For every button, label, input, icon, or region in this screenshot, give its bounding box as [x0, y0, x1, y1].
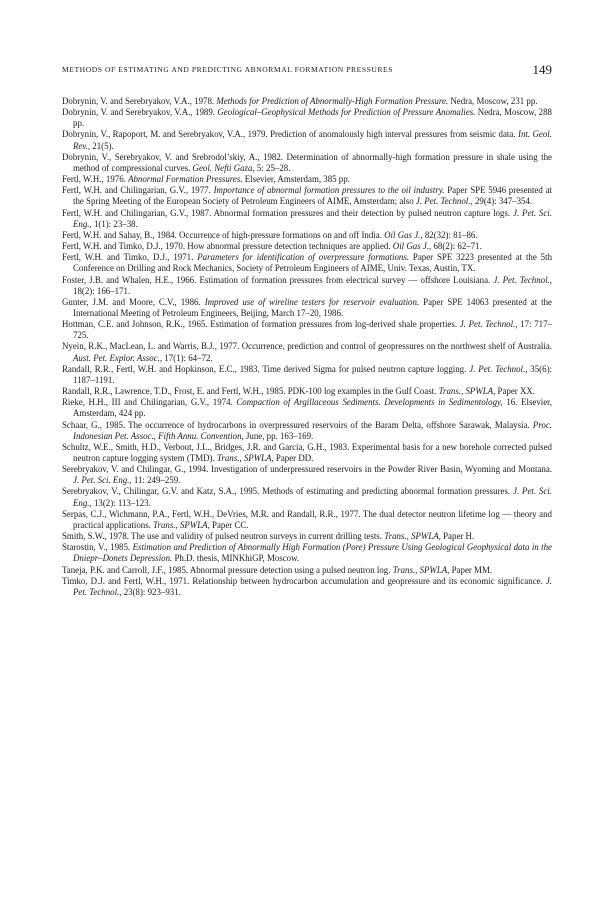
reference-text: 18(2): 166–171. [73, 285, 131, 296]
reference-entry [62, 152, 552, 174]
reference-italic-title: Trans., SPWLA, [438, 386, 496, 397]
reference-entry [62, 230, 552, 241]
reference-entry [62, 241, 552, 252]
reference-text: 1(1): 23–38. [91, 218, 138, 229]
reference-text: Paper SPE 14063 presented at the International Meeting of Petroleum Engineers, Beijing, March 17–20, 1986. [73, 296, 552, 318]
reference-italic-title: Compaction of Argillaceous Sediments. Developments in Sedimentology, [236, 397, 503, 408]
reference-text: 29(4): 347–354. [472, 196, 533, 207]
reference-italic-title: Trans., SPWLA, [392, 564, 450, 575]
reference-entry [62, 386, 552, 397]
reference-italic-title: Aust. Pet. Explor. Assoc., [73, 352, 163, 363]
reference-text: 82(32): 81–86. [422, 229, 478, 240]
page-number: 149 [532, 62, 552, 77]
reference-italic-title: Proc. Indonesian Pet. Assoc., Fifth Annu. Convention, [73, 419, 552, 441]
reference-italic-title: J. Pet. Sci. Eng., [73, 207, 552, 229]
reference-entry [62, 420, 552, 442]
reference-text: Nedra, Moscow, 231 pp. [448, 96, 538, 106]
reference-text: 11: 249–259. [131, 475, 181, 486]
reference-entry [62, 174, 552, 185]
reference-entry [62, 319, 552, 341]
reference-text: Paper DD. [273, 453, 314, 463]
reference-italic-title: Improved use of wireline testers for reservoir evaluation. [204, 296, 420, 307]
reference-text: Smith, S.W., 1978. The use and validity of pulsed neutron surveys in current drilling tests. [62, 531, 385, 542]
reference-entry [62, 565, 552, 576]
reference-text: 21(5). [90, 140, 114, 151]
reference-text: 35(6): 1187–1191. [73, 363, 552, 385]
reference-text: Gunter, J.M. and Moore, C.V., 1986. [62, 296, 205, 307]
reference-italic-title: J. Pet. Technol., [469, 363, 528, 374]
reference-italic-title: Trans., SPWLA, [153, 519, 210, 530]
reference-text: Paper SPE 5946 presented at the Spring Meeting of the European Society of Petroleum Engineers of AIME, Amsterdam; also [73, 185, 552, 207]
reference-italic-title: Oil Gas J., [392, 241, 432, 252]
reference-italic-title: Geological–Geophysical Methods for Prediction of Pressure Anomalies. [217, 107, 476, 118]
reference-text: Dobrynin, V., Serebryakov, V. and Srebrodol’skiy, A., 1982. Determination of abnormally-high formation pressure in shale using the method of compressional curves. [62, 151, 552, 173]
reference-text: June, pp. 163–169. [243, 430, 314, 441]
reference-text: Paper MM. [449, 564, 493, 575]
reference-entry [62, 129, 552, 151]
reference-text: 23(8): 923–931. [121, 586, 181, 597]
reference-italic-title: J. Pet. Technol., [459, 319, 518, 330]
reference-text: Fertl, W.H. and Sahay, B., 1984. Occurrence of high-pressure formations on and off India. [62, 229, 385, 240]
reference-entry [62, 397, 552, 419]
reference-text: Fertl, W.H. and Timko, D.J., 1970. How abnormal pressure detection techniques are applied. [62, 241, 393, 252]
reference-text: Dobrynin, V. and Serebryakov, V.A., 1989. [62, 107, 218, 118]
reference-text: Randall, R.R., Lawrence, T.D., Frost, E. and Fertl, W.H., 1985. PDK-100 log examples in the Gulf Coast. [62, 386, 439, 397]
reference-text: Ph.D. thesis, MINKhiGP, Moscow. [172, 553, 300, 564]
reference-text: Serebryakov, V., Chilingar, G.V. and Katz, S.A., 1995. Methods of estimating and predicting abnormal formation pressures. [62, 486, 514, 497]
reference-entry [62, 185, 552, 207]
reference-text: Paper SPE 3223 presented at the 5th Conference on Drilling and Rock Mechanics, Society of Petroleum Engineers of AIME, Univ. Texas, Austin, TX. [73, 252, 553, 274]
reference-text: Paper CC. [209, 519, 249, 530]
reference-italic-title: Oil Gas J., [384, 229, 423, 240]
reference-entry [62, 297, 552, 319]
reference-text: Hottman, C.E. and Johnson, R.K., 1965. Estimation of formation pressures from log-derived shale properties. [62, 319, 460, 330]
reference-text: Nyein, R.K., MacLean, L. and Warris, B.J., 1977. Occurrence, prediction and control of geopressures on the northwest shelf of Australia. [62, 341, 552, 352]
reference-text: 17(1): 64–72. [162, 352, 213, 363]
reference-entry [62, 464, 552, 486]
reference-entry [62, 542, 552, 564]
reference-italic-title: Methods for Prediction of Abnormally-High Formation Pressure. [216, 96, 449, 106]
reference-entry [62, 486, 552, 508]
reference-text: Paper XX. [495, 386, 535, 397]
reference-text: Paper H. [440, 531, 475, 542]
reference-italic-title: J. Pet. Sci. Eng., [73, 475, 132, 486]
reference-italic-title: Trans., SPWLA, [216, 453, 274, 463]
reference-text: Schultz, W.E., Smith, H.D., Verbout, J.L., Bridges, J.R. and Garcia, G.H., 1983. Experimental basis for a new borehole corrected pulsed neutron capture logging system (TMD). [62, 441, 552, 463]
reference-italic-title: Importance of abnormal formation pressures to the oil industry. [213, 185, 445, 196]
reference-entry [62, 576, 552, 598]
reference-text: Fertl, W.H. and Timko, D.J., 1971. [62, 252, 198, 263]
reference-italic-title: Estimation and Prediction of Abnormally High Formation (Pore) Pressure Using Geological Geophysical data in the Dniepr–Donets Depression. [73, 542, 552, 564]
reference-text: 5: 25–28. [254, 162, 291, 173]
reference-entry [62, 275, 552, 297]
reference-text: Dobrynin, V., Rapoport, M. and Serebryakov, V.A., 1979. Prediction of anomalously high interval pressures from seismic data. [62, 129, 518, 140]
reference-entry [62, 509, 552, 531]
reference-text: Fertl, W.H. and Chilingarian, G.V., 1977. [62, 185, 214, 196]
reference-italic-title: Int. Geol. Rev., [73, 129, 552, 151]
reference-italic-title: J. Pet. Technol., [415, 196, 473, 207]
reference-text: Dobrynin, V. and Serebryakov, V.A., 1978. [62, 96, 217, 106]
reference-entry [62, 341, 552, 363]
reference-text: 68(2): 62–71. [431, 241, 482, 252]
reference-text: Elsevier, Amsterdam, 385 pp. [242, 174, 350, 185]
reference-text: Rieke, H.H., III and Chilingarian, G.V., 1974. [62, 397, 237, 408]
reference-italic-title: Geol. Nefti Gaza, [192, 162, 255, 173]
reference-text: Fertl, W.H. and Chilingarian, G.V., 1987. Abnormal formation pressures and their detection by pulsed neutron capture logs. [62, 207, 513, 218]
reference-entry [62, 96, 552, 107]
reference-italic-title: Abnormal Formation Pressures. [128, 174, 243, 185]
reference-italic-title: J. Pet. Technol., [73, 575, 552, 597]
reference-italic-title: J. Pet. Technol., [493, 274, 552, 285]
reference-text: 16. Elsevier, Amsterdam, 424 pp. [73, 397, 553, 419]
reference-text: Taneja, P.K. and Carroll, J.F., 1985. Abnormal pressure detection using a pulsed neutron log. [62, 564, 393, 575]
reference-entry [62, 208, 552, 230]
reference-entry [62, 252, 552, 274]
reference-text: Starostin, V., 1985. [62, 542, 133, 553]
reference-text: 17: 717–725. [73, 319, 552, 341]
reference-text: Schaar, G., 1985. The occurrence of hydrocarbons in overpressured reservoirs of the Baram Delta, offshore Sarawak, Malaysia. [62, 419, 533, 430]
reference-entry [62, 442, 552, 464]
reference-italic-title: Trans., SPWLA, [384, 531, 441, 542]
running-head [62, 62, 552, 78]
reference-italic-title: J. Pet. Sci. Eng., [73, 486, 552, 508]
reference-text: Randall, R.R., Fertl, W.H. and Hopkinson, E.C., 1983. Time derived Sigma for pulsed neutron capture logging. [62, 363, 470, 374]
reference-entry [62, 364, 552, 386]
reference-italic-title: Parameters for identification of overpressure formations. [197, 252, 409, 263]
running-title: METHODS OF ESTIMATING AND PREDICTING ABNORMAL FORMATION PRESSURES [62, 65, 394, 74]
reference-text: Nedra, Moscow, 288 pp. [73, 107, 552, 129]
reference-list [62, 96, 552, 598]
reference-text: Timko, D.J. and Fertl, W.H., 1971. Relationship between hydrocarbon accumulation and geopressure and its economic significance. [62, 575, 546, 586]
reference-entry [62, 107, 552, 129]
reference-entry [62, 531, 552, 542]
reference-text: 13(2): 113–123. [91, 497, 151, 508]
reference-text: Serpas, C.J., Wichmann, P.A., Fertl, W.H., DeVries, M.R. and Randall, R.R., 1977. The dual detector neutron lifetime log — theory and practical applications. [62, 508, 552, 530]
reference-text: Serebryakov, V. and Chilingar, G., 1994. Investigation of underpressured reservoirs in the Powder River Basin, Wyoming and Montana. [62, 464, 552, 475]
reference-text: Foster, J.B. and Whalen, H.E., 1966. Estimation of formation pressures from electrical survey — offshore Louisiana. [62, 274, 494, 285]
reference-text: Fertl, W.H., 1976. [62, 174, 129, 185]
